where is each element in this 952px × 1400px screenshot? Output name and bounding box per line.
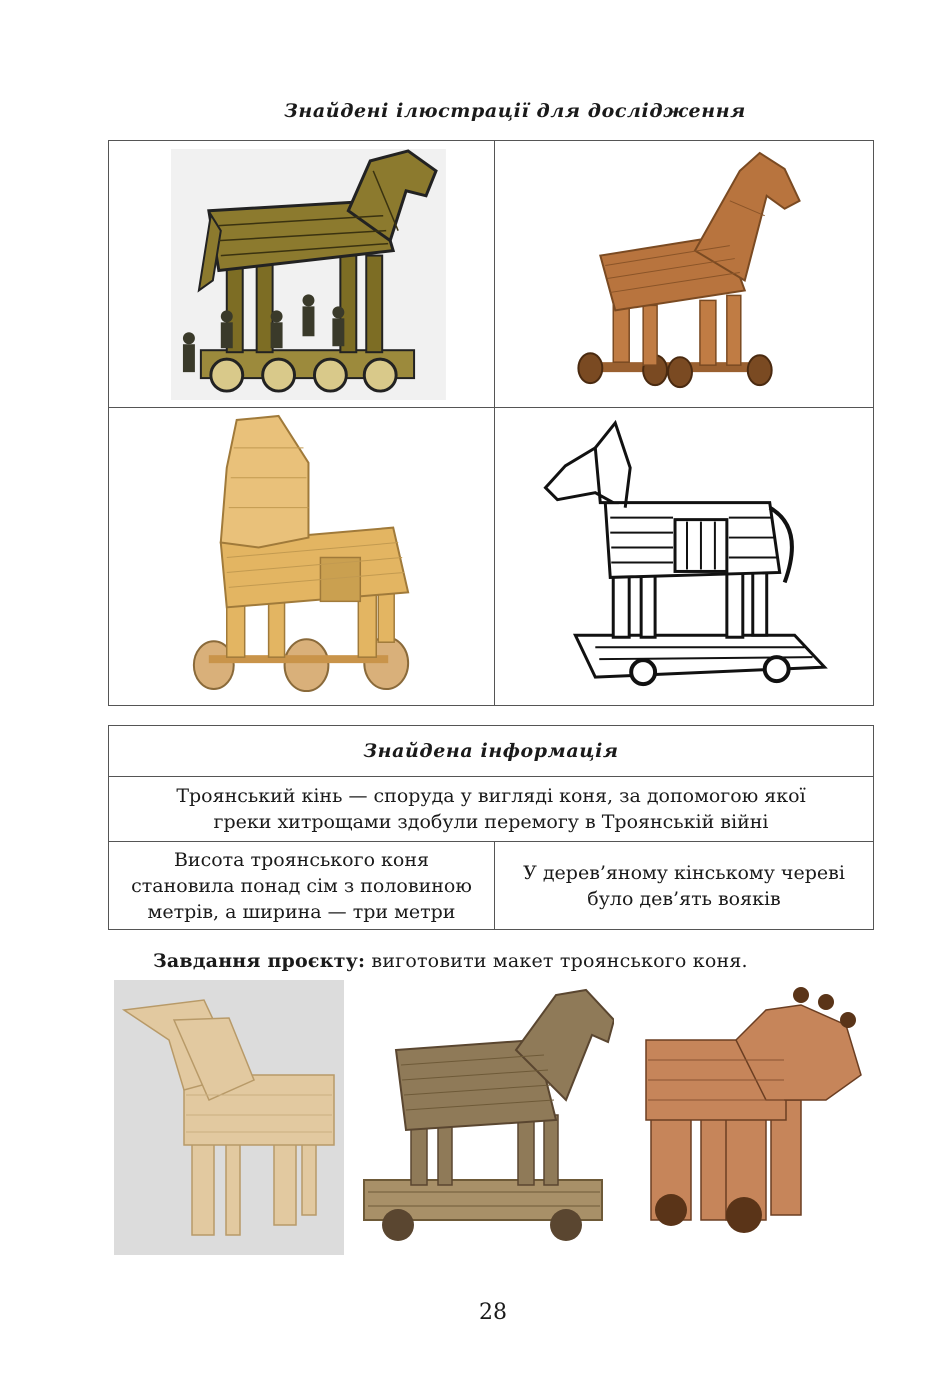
photo-wood-horse-cart bbox=[356, 980, 614, 1255]
project-task-label: Завдання проєкту: bbox=[153, 950, 366, 972]
info-warriors-fact bbox=[495, 842, 873, 929]
info-height-line: становила понад сім з половиною bbox=[131, 874, 472, 897]
project-task-text: виготовити макет троянського коня. bbox=[371, 950, 748, 972]
info-table-title: Знайдена інформація bbox=[109, 726, 873, 777]
illustration-cell-2 bbox=[495, 141, 873, 408]
trojan-horse-engraving-image bbox=[109, 141, 494, 407]
photo-paper-craft-horse bbox=[626, 980, 874, 1255]
page-number: 28 bbox=[479, 1300, 507, 1325]
project-task bbox=[153, 950, 748, 972]
photo-plywood-horse bbox=[114, 980, 344, 1255]
illustration-cell-1 bbox=[109, 141, 495, 408]
info-height-fact bbox=[109, 842, 495, 929]
wooden-horse-model-photo-image bbox=[495, 141, 873, 407]
info-warriors-line: було дев’ять вояків bbox=[587, 887, 781, 910]
plywood-horse-model-photo bbox=[114, 980, 344, 1255]
info-definition-line: Троянський кінь — споруда у вигляді коня, за допомогою якої bbox=[176, 785, 806, 807]
info-height-line: метрів, а ширина — три метри bbox=[147, 900, 456, 923]
illustration-cell-3 bbox=[109, 408, 495, 705]
info-definition bbox=[109, 777, 873, 842]
info-warriors-line: У дерев’яному кінському череві bbox=[523, 861, 845, 884]
plank-horse-cartoon-image bbox=[109, 408, 494, 705]
info-definition-line: греки хитрощами здобули перемогу в Троянській війні bbox=[213, 811, 769, 833]
illustration-cell-4 bbox=[495, 408, 873, 705]
wood-texture-horse-on-cart-photo bbox=[356, 980, 614, 1255]
info-table bbox=[108, 725, 874, 930]
black-white-horse-drawing-image bbox=[495, 408, 873, 705]
section-heading: Знайдені ілюстрації для дослідження bbox=[284, 100, 746, 122]
illustrations-grid bbox=[108, 140, 874, 706]
info-height-line: Висота троянського коня bbox=[173, 848, 430, 871]
paper-craft-trojan-horse-photo bbox=[626, 980, 874, 1255]
